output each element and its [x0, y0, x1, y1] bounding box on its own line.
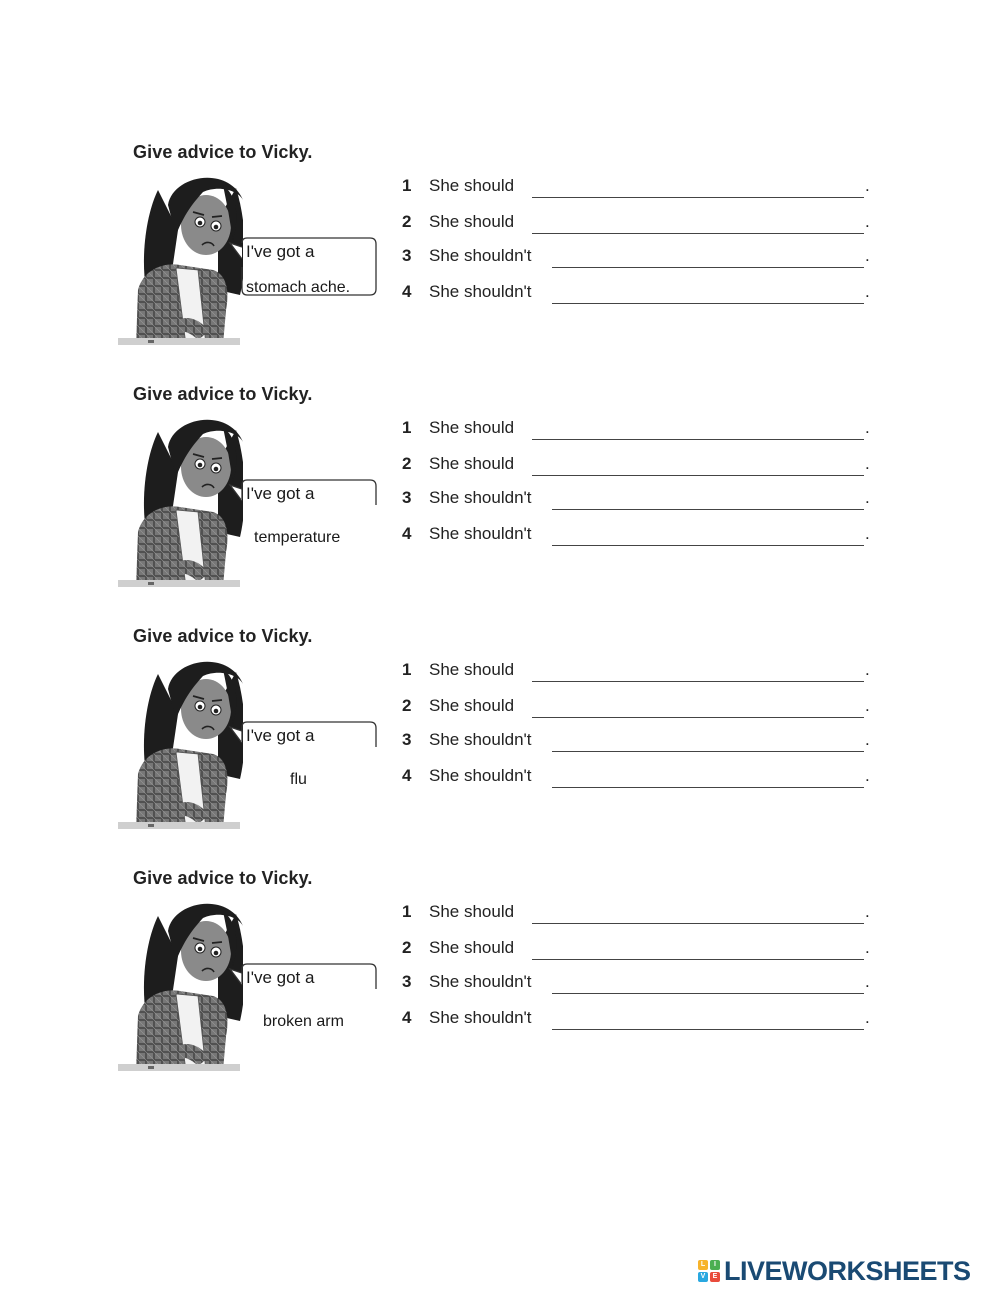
line-period: . [865, 488, 870, 507]
line-period: . [865, 176, 870, 195]
line-period: . [865, 766, 870, 785]
line-period: . [865, 282, 870, 301]
line-number: 1 [402, 660, 412, 679]
line-prompt: She should [429, 938, 515, 957]
line-period: . [865, 938, 870, 957]
vicky-girl-illustration [118, 412, 243, 587]
logo-square-i: I [710, 1260, 720, 1270]
advice-line-4 [402, 1008, 872, 1034]
advice-line-3 [402, 488, 872, 514]
answer-input[interactable] [532, 420, 864, 440]
bubble-text-illness: flu [290, 771, 307, 788]
line-period: . [865, 696, 870, 715]
vicky-girl-illustration [118, 896, 243, 1071]
line-number: 4 [402, 282, 412, 301]
advice-line-2 [402, 454, 872, 480]
answer-input[interactable] [552, 526, 864, 546]
advice-line-4 [402, 766, 872, 792]
line-prompt: She shouldn't [429, 1008, 532, 1027]
section-title: Give advice to Vicky. [133, 626, 313, 646]
answer-input[interactable] [532, 698, 864, 718]
line-number: 2 [402, 938, 412, 957]
advice-line-1 [402, 902, 872, 928]
advice-line-1 [402, 418, 872, 444]
advice-line-2 [402, 938, 872, 964]
line-period: . [865, 972, 870, 991]
line-number: 4 [402, 524, 412, 543]
line-number: 2 [402, 454, 412, 473]
line-period: . [865, 212, 870, 231]
answer-input[interactable] [552, 1010, 864, 1030]
logo-square-v: V [698, 1272, 708, 1282]
advice-section-1 [0, 142, 1000, 372]
advice-line-4 [402, 282, 872, 308]
line-number: 2 [402, 696, 412, 715]
bubble-text-illness: temperature [254, 529, 341, 546]
line-number: 3 [402, 246, 412, 265]
advice-line-3 [402, 730, 872, 756]
line-number: 2 [402, 212, 412, 231]
advice-line-1 [402, 660, 872, 686]
logo-square-e: E [710, 1272, 720, 1282]
answer-input[interactable] [552, 248, 864, 268]
line-prompt: She should [429, 212, 515, 231]
line-period: . [865, 660, 870, 679]
bubble-text-line1: I've got a [246, 484, 315, 503]
bubble-text-illness: stomach ache. [246, 279, 351, 296]
line-prompt: She should [429, 902, 515, 921]
answer-input[interactable] [532, 662, 864, 682]
line-prompt: She should [429, 418, 515, 437]
line-number: 1 [402, 418, 412, 437]
line-prompt: She shouldn't [429, 766, 532, 785]
advice-section-4 [0, 868, 1000, 1098]
answer-input[interactable] [532, 904, 864, 924]
line-prompt: She shouldn't [429, 524, 532, 543]
bubble-text-line1: I've got a [246, 242, 315, 261]
advice-line-3 [402, 972, 872, 998]
bubble-text-line1: I've got a [246, 726, 315, 745]
line-prompt: She should [429, 696, 515, 715]
answer-input[interactable] [552, 768, 864, 788]
line-number: 1 [402, 902, 412, 921]
section-title: Give advice to Vicky. [133, 868, 313, 888]
line-number: 3 [402, 972, 412, 991]
line-prompt: She shouldn't [429, 282, 532, 301]
line-period: . [865, 902, 870, 921]
advice-line-2 [402, 696, 872, 722]
section-title: Give advice to Vicky. [133, 384, 313, 404]
line-period: . [865, 454, 870, 473]
line-number: 1 [402, 176, 412, 195]
advice-section-3 [0, 626, 1000, 856]
answer-input[interactable] [532, 214, 864, 234]
advice-line-1 [402, 176, 872, 202]
answer-input[interactable] [532, 940, 864, 960]
liveworksheets-logo [698, 1255, 971, 1287]
line-period: . [865, 418, 870, 437]
line-period: . [865, 730, 870, 749]
section-title: Give advice to Vicky. [133, 142, 313, 162]
line-prompt: She shouldn't [429, 246, 532, 265]
line-period: . [865, 1008, 870, 1027]
line-number: 3 [402, 488, 412, 507]
answer-input[interactable] [552, 732, 864, 752]
line-number: 3 [402, 730, 412, 749]
advice-line-2 [402, 212, 872, 238]
line-prompt: She shouldn't [429, 972, 532, 991]
bubble-text-illness: broken arm [263, 1013, 344, 1030]
advice-line-3 [402, 246, 872, 272]
line-period: . [865, 524, 870, 543]
line-prompt: She shouldn't [429, 730, 532, 749]
logo-text: LIVEWORKSHEETS [724, 1255, 971, 1286]
logo-square-l: L [698, 1260, 708, 1270]
vicky-girl-illustration [118, 170, 243, 345]
answer-input[interactable] [552, 284, 864, 304]
bubble-text-line1: I've got a [246, 968, 315, 987]
answer-input[interactable] [552, 974, 864, 994]
answer-input[interactable] [532, 456, 864, 476]
answer-input[interactable] [532, 178, 864, 198]
vicky-girl-illustration [118, 654, 243, 829]
line-number: 4 [402, 766, 412, 785]
line-prompt: She shouldn't [429, 488, 532, 507]
advice-line-4 [402, 524, 872, 550]
advice-section-2 [0, 384, 1000, 614]
liveworksheets-logo-icon [698, 1260, 720, 1282]
line-number: 4 [402, 1008, 412, 1027]
line-prompt: She should [429, 176, 515, 195]
line-prompt: She should [429, 454, 515, 473]
line-period: . [865, 246, 870, 265]
answer-input[interactable] [552, 490, 864, 510]
line-prompt: She should [429, 660, 515, 679]
